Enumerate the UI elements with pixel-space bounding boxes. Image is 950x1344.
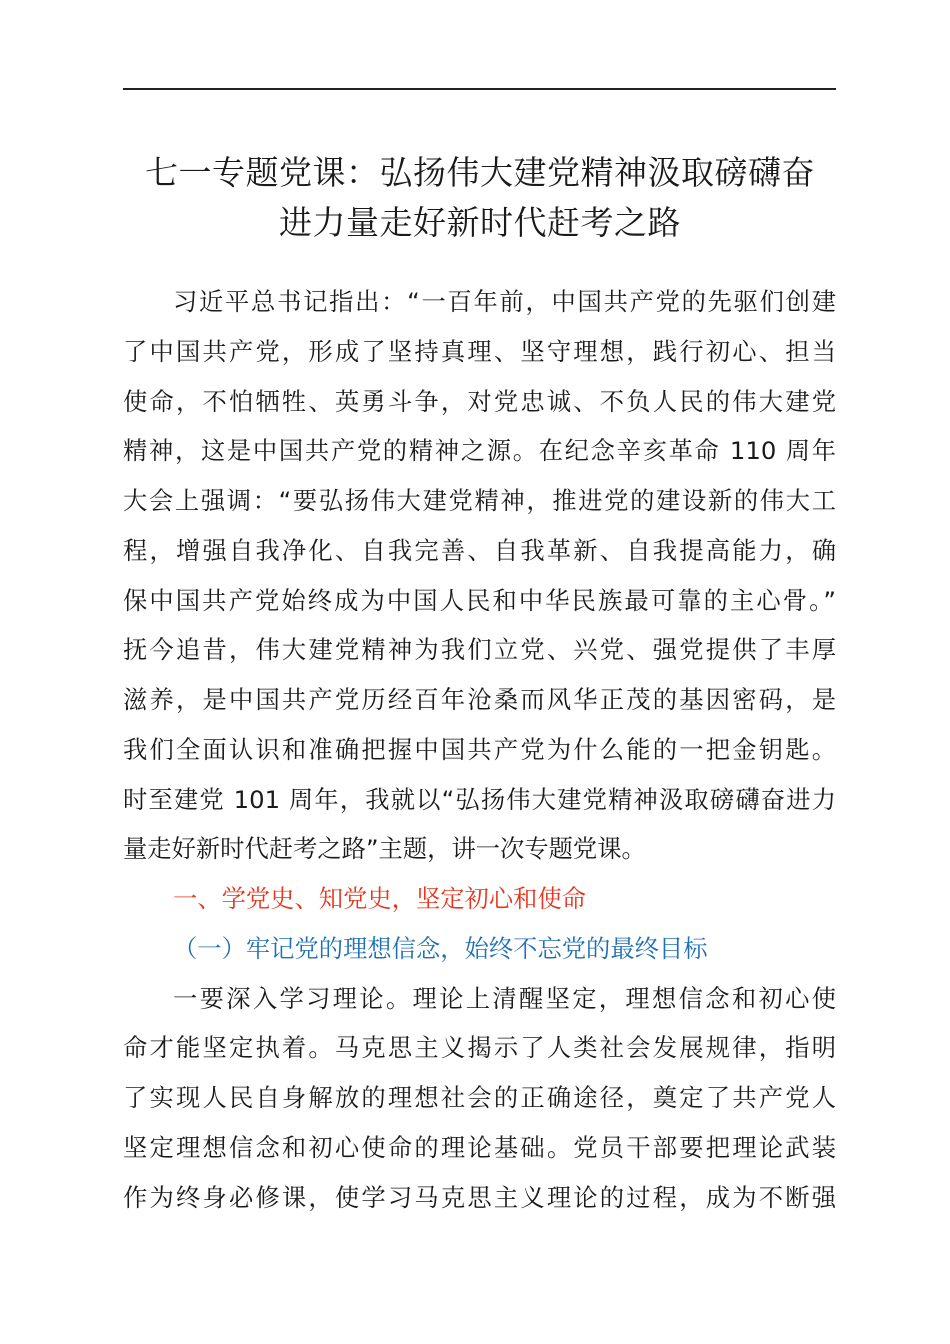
paragraph-1-line-12: 量走好新时代赶考之路”主题，讲一次专题党课。 bbox=[123, 834, 646, 864]
subsection-heading-1: （一）牢记党的理想信念，始终不忘党的最终目标 bbox=[173, 933, 708, 963]
paragraph-2-line-5: 作为终身必修课，使学习马克思主义理论的过程，成为不断强 bbox=[123, 1182, 836, 1212]
document-body bbox=[123, 277, 836, 1222]
title-line-1: 七一专题党课：弘扬伟大建党精神汲取磅礴奋 bbox=[145, 153, 815, 192]
header-rule bbox=[123, 88, 836, 90]
title-line-2: 进力量走好新时代赶考之路 bbox=[279, 203, 681, 242]
paragraph-1-line-4: 精神，这是中国共产党的精神之源。在纪念辛亥革命 110 周年 bbox=[123, 436, 836, 466]
paragraph-2-line-2: 命才能坚定执着。马克思主义揭示了人类社会发展规律，指明 bbox=[123, 1033, 836, 1063]
paragraph-1-line-2: 了中国共产党，形成了坚持真理、坚守理想，践行初心、担当 bbox=[123, 336, 836, 366]
paragraph-1-line-8: 抚今追昔，伟大建党精神为我们立党、兴党、强党提供了丰厚 bbox=[123, 635, 836, 665]
paragraph-1-line-6: 程，增强自我净化、自我完善、自我革新、自我提高能力，确 bbox=[123, 535, 836, 565]
document-title bbox=[110, 148, 850, 248]
paragraph-1-line-9: 滋养，是中国共产党历经百年沧桑而风华正茂的基因密码，是 bbox=[123, 685, 836, 714]
paragraph-2-line-3: 了实现人民自身解放的理想社会的正确途径，奠定了共产党人 bbox=[123, 1083, 836, 1112]
paragraph-1-line-5: 大会上强调：“要弘扬伟大建党精神，推进党的建设新的伟大工 bbox=[123, 486, 836, 515]
paragraph-1-line-1: 习近平总书记指出：“一百年前，中国共产党的先驱们创建 bbox=[173, 287, 836, 316]
section-heading-1: 一、学党史、知党史，坚定初心和使命 bbox=[173, 884, 587, 913]
paragraph-2-line-1: 一要深入学习理论。理论上清醒坚定，理想信念和初心使 bbox=[173, 983, 836, 1013]
paragraph-1-line-7: 保中国共产党始终成为中国人民和中华民族最可靠的主心骨。” bbox=[123, 585, 836, 615]
paragraph-1-line-10: 我们全面认识和准确把握中国共产党为什么能的一把金钥匙。 bbox=[123, 734, 836, 764]
paragraph-2-line-4: 坚定理想信念和初心使命的理论基础。党员干部要把理论武装 bbox=[123, 1132, 836, 1162]
paragraph-1-line-11: 时至建党 101 周年，我就以“弘扬伟大建党精神汲取磅礴奋进力 bbox=[123, 784, 836, 814]
paragraph-1-line-3: 使命，不怕牺牲、英勇斗争，对党忠诚、不负人民的伟大建党 bbox=[123, 386, 836, 416]
